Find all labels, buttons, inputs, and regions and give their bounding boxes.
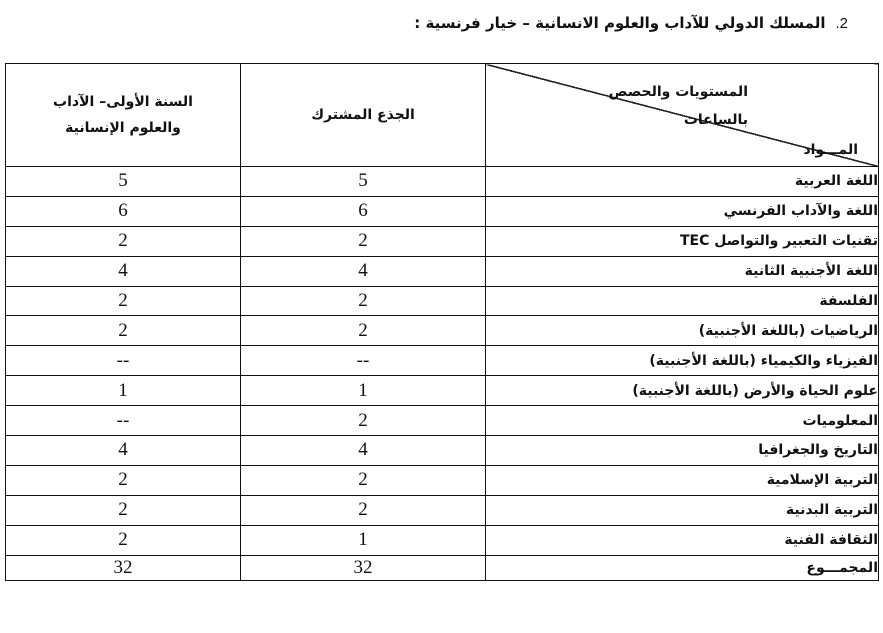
- curriculum-table: [5, 63, 879, 581]
- tronc-commun-hours-cell: 2: [241, 226, 486, 256]
- subject-cell: اللغة الأجنبية الثانية: [486, 256, 879, 286]
- table-row: [6, 316, 879, 346]
- subject-cell: المعلوميات: [486, 406, 879, 436]
- levels-label: [609, 78, 748, 134]
- tronc-commun-hours-cell: 1: [241, 376, 486, 406]
- year1-hours-cell: 2: [6, 286, 241, 316]
- year1-hours-cell: 4: [6, 436, 241, 466]
- subject-cell: التربية الإسلامية: [486, 465, 879, 495]
- subject-cell: اللغة العربية: [486, 167, 879, 197]
- tronc-commun-hours-cell: 1: [241, 525, 486, 555]
- table-row: [6, 436, 879, 466]
- tronc-commun-hours-cell: 6: [241, 196, 486, 226]
- subject-cell: الرياضيات (باللغة الأجنبية): [486, 316, 879, 346]
- tronc-commun-hours-cell: --: [241, 346, 486, 376]
- year1-hours-cell: 4: [6, 256, 241, 286]
- table-body: [6, 167, 879, 556]
- year1-header: [6, 64, 241, 167]
- subjects-label: المـــواد: [803, 142, 858, 158]
- tronc-commun-hours-cell: 4: [241, 436, 486, 466]
- table-row: [6, 346, 879, 376]
- table-row: [6, 525, 879, 555]
- tronc-commun-hours-cell: 2: [241, 286, 486, 316]
- subject-cell: علوم الحياة والأرض (باللغة الأجنبية): [486, 376, 879, 406]
- year1-hours-cell: 2: [6, 316, 241, 346]
- year1-header-line2: والعلوم الإنسانية: [65, 120, 181, 136]
- section-heading: [414, 14, 848, 32]
- subject-cell: التاريخ والجغرافيا: [486, 436, 879, 466]
- year1-hours-cell: 2: [6, 495, 241, 525]
- table-row: [6, 376, 879, 406]
- subject-cell: تقنيات التعبير والتواصل TEC: [486, 226, 879, 256]
- total-label: المجمـــوع: [486, 555, 879, 580]
- year1-hours-cell: 2: [6, 226, 241, 256]
- table-row: [6, 495, 879, 525]
- tronc-commun-hours-cell: 5: [241, 167, 486, 197]
- table-row: [6, 465, 879, 495]
- table-header-row: [6, 64, 879, 167]
- year1-hours-cell: 2: [6, 525, 241, 555]
- subject-cell: الفيزياء والكيمياء (باللغة الأجنبية): [486, 346, 879, 376]
- year1-hours-cell: 6: [6, 196, 241, 226]
- year1-hours-cell: --: [6, 406, 241, 436]
- year1-hours-cell: 5: [6, 167, 241, 197]
- year1-header-line1: السنة الأولى– الآداب: [53, 94, 193, 110]
- subject-cell: التربية البدنية: [486, 495, 879, 525]
- section-title: المسلك الدولي للآداب والعلوم الانسانية – خيار فرنسية :: [414, 14, 826, 32]
- table-row: [6, 286, 879, 316]
- table-row: [6, 167, 879, 197]
- year1-hours-cell: 1: [6, 376, 241, 406]
- tronc-commun-hours-cell: 2: [241, 495, 486, 525]
- tronc-commun-hours-cell: 2: [241, 406, 486, 436]
- tronc-commun-hours-cell: 4: [241, 256, 486, 286]
- tronc-commun-hours-cell: 2: [241, 316, 486, 346]
- table-row: [6, 196, 879, 226]
- levels-label-line1: المستويات والحصص: [608, 84, 748, 100]
- levels-label-line2: بالساعات: [683, 112, 748, 128]
- subject-cell: الثقافة الفنية: [486, 525, 879, 555]
- section-number: 2.: [835, 15, 848, 32]
- subject-cell: اللغة والآداب الفرنسي: [486, 196, 879, 226]
- total-tronc-commun: 32: [241, 555, 486, 580]
- year1-hours-cell: --: [6, 346, 241, 376]
- diagonal-header-cell: [486, 64, 879, 167]
- tronc-commun-header: [241, 64, 486, 167]
- table-row: [6, 406, 879, 436]
- year1-hours-cell: 2: [6, 465, 241, 495]
- total-row: [6, 555, 879, 580]
- table-row: [6, 256, 879, 286]
- table-row: [6, 226, 879, 256]
- subject-cell: الفلسفة: [486, 286, 879, 316]
- total-year1: 32: [6, 555, 241, 580]
- tronc-commun-header-text: الجذع المشترك: [311, 107, 415, 123]
- tronc-commun-hours-cell: 2: [241, 465, 486, 495]
